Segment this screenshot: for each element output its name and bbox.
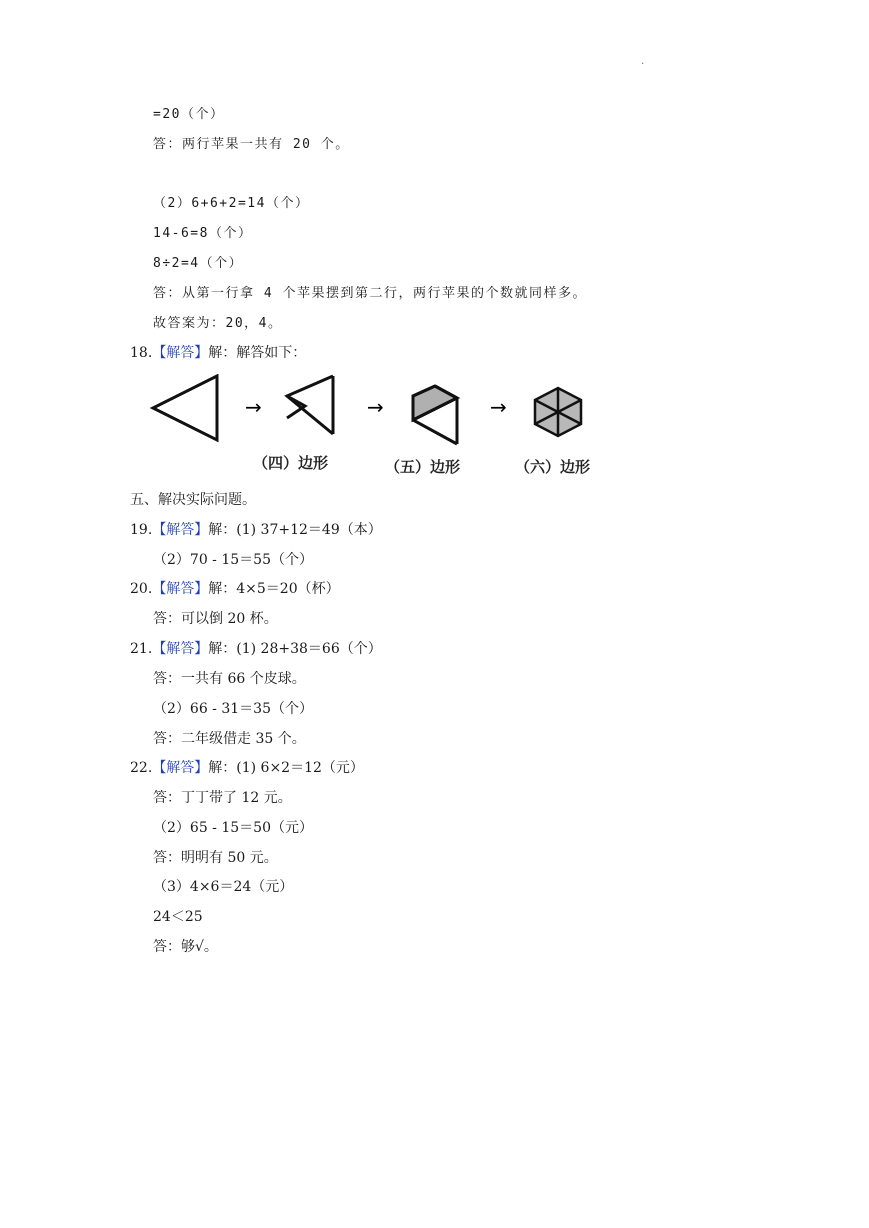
arrow-icon: → — [490, 395, 507, 419]
calc-line: 8÷2=4（个） — [153, 256, 244, 271]
answer-line: 答：可以倒 20 杯。 — [153, 611, 278, 627]
answer-tag: 【解答】 — [152, 581, 209, 597]
comparison-line: 24＜25 — [153, 909, 203, 925]
answer-line: 答：两行苹果一共有 20 个。 — [153, 137, 350, 152]
question-number: 22. — [130, 760, 153, 776]
answer-line: 答：够√。 — [153, 939, 218, 955]
question-19 — [130, 521, 382, 539]
calc-line: （3）4×6＝24（元） — [153, 879, 294, 895]
arrow-icon: → — [245, 395, 262, 419]
question-number: 21. — [130, 641, 153, 657]
question-text: 解：(1) 28+38＝66（个） — [208, 641, 382, 657]
question-20 — [130, 580, 340, 598]
answer-tag: 【解答】 — [152, 345, 209, 361]
answer-tag: 【解答】 — [152, 760, 209, 776]
calc-line: 14-6=8（个） — [153, 226, 253, 241]
calc-line: （2）6+6+2=14（个） — [153, 196, 310, 211]
polygon-figure — [145, 374, 615, 484]
calc-line: =20（个） — [153, 107, 225, 122]
question-number: 19. — [130, 522, 153, 538]
question-18 — [130, 344, 306, 362]
calc-line: （2）66 - 31＝35（个） — [153, 701, 313, 717]
section-heading: 五、解决实际问题。 — [130, 492, 256, 508]
answer-line: 答：一共有 66 个皮球。 — [153, 671, 306, 687]
answer-line: 答：丁丁带了 12 元。 — [153, 790, 292, 806]
header-mark: . — [641, 56, 645, 67]
pentagon-shape — [413, 386, 457, 444]
answer-tag: 【解答】 — [152, 522, 209, 538]
question-21 — [130, 640, 382, 658]
answer-line: 答：明明有 50 元。 — [153, 850, 278, 866]
hexagon-shape — [535, 388, 581, 436]
quadrilateral-shape — [287, 376, 333, 434]
calc-line: （2）70 - 15＝55（个） — [153, 552, 313, 568]
question-text: 解：4×5＝20（杯） — [208, 581, 340, 597]
question-number: 20. — [130, 581, 153, 597]
answer-line: 答：从第一行拿 4 个苹果摆到第二行，两行苹果的个数就同样多。 — [153, 286, 587, 301]
calc-line: （2）65 - 15＝50（元） — [153, 820, 313, 836]
conclusion-line: 故答案为：20，4。 — [153, 316, 283, 331]
question-number: 18. — [130, 345, 153, 361]
answer-line: 答：二年级借走 35 个。 — [153, 731, 306, 747]
question-text: 解：(1) 6×2＝12（元） — [208, 760, 364, 776]
caption-six: （六）边形 — [515, 458, 591, 476]
arrow-icon: → — [367, 395, 384, 419]
question-text: 解：(1) 37+12＝49（本） — [208, 522, 382, 538]
caption-five: （五）边形 — [385, 458, 461, 476]
question-22 — [130, 759, 364, 777]
triangle-shape — [153, 376, 217, 440]
answer-tag: 【解答】 — [152, 641, 209, 657]
caption-four: （四）边形 — [253, 454, 329, 472]
question-text: 解：解答如下： — [208, 345, 307, 361]
